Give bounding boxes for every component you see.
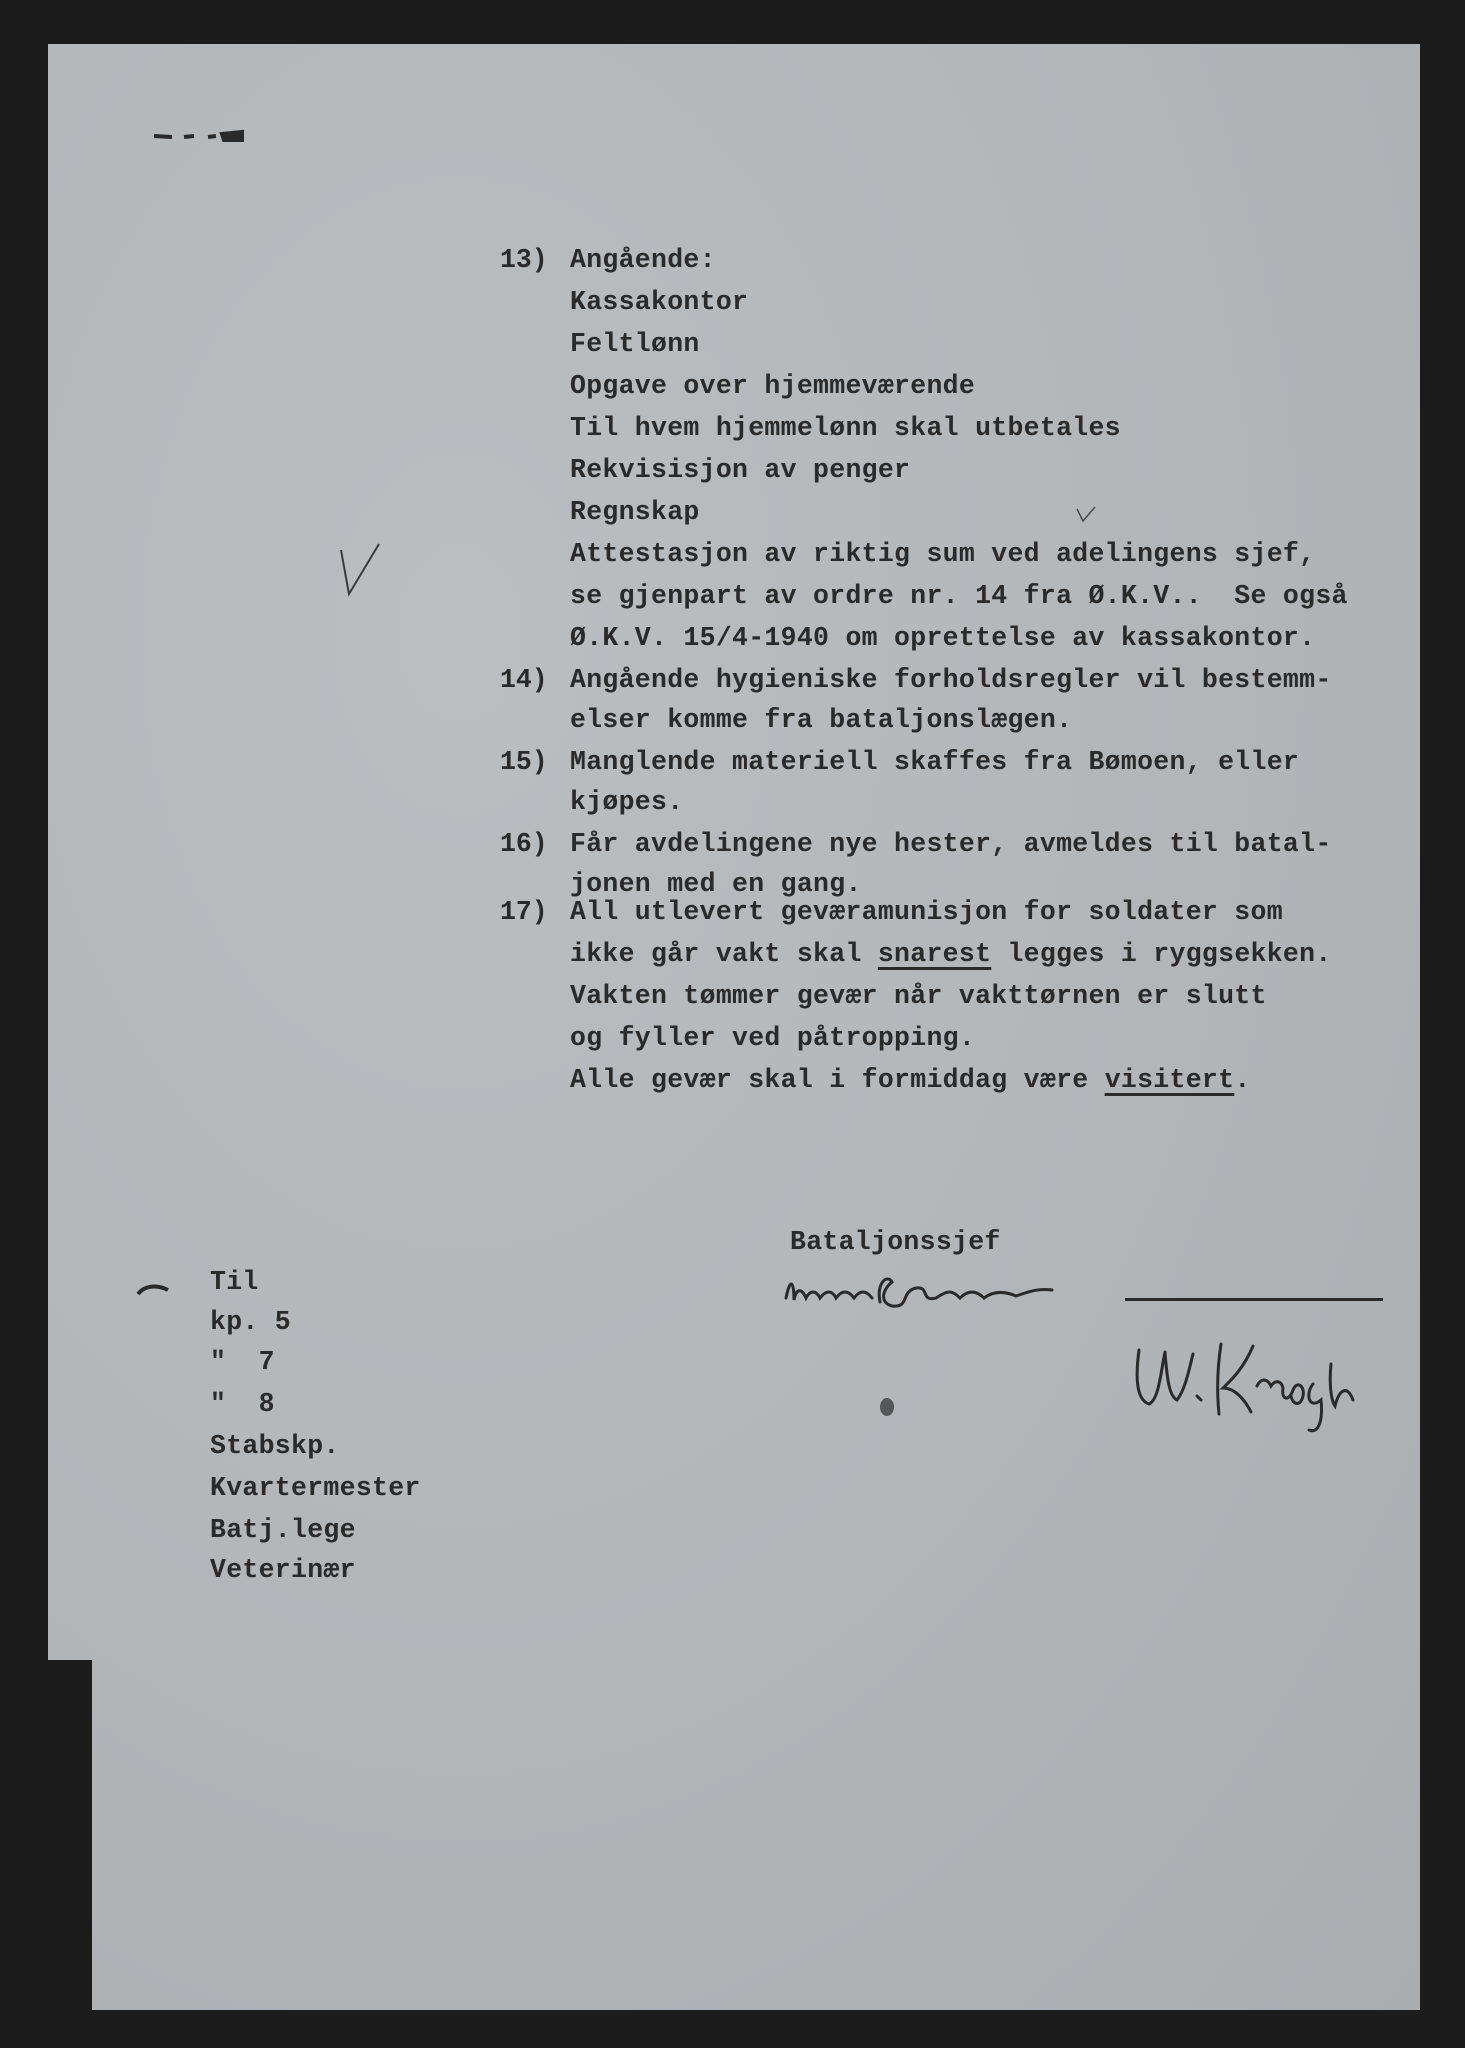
distribution-heading: Til	[210, 1267, 259, 1297]
item-line: Får avdelingene nye hester, avmeldes til batal-	[570, 829, 1332, 859]
item-line: og fyller ved påtropping.	[570, 1023, 976, 1053]
item-line: Ø.K.V. 15/4-1940 om oprettelse av kassakontor.	[570, 623, 1316, 653]
recipient: Batj.lege	[210, 1515, 356, 1545]
underlined-word: visitert	[1104, 1065, 1235, 1095]
item-line: All utlevert geværamunisjon for soldater som	[570, 897, 1283, 927]
stray-ink-mark	[150, 124, 250, 146]
item-line: Kassakontor	[570, 287, 749, 317]
underlined-word: snarest	[877, 939, 992, 969]
text-run: ikke går vakt skal	[570, 939, 878, 969]
text-run: .	[1234, 1065, 1251, 1095]
item-line: Til hvem hjemmelønn skal utbetales	[570, 413, 1121, 443]
item-line: Rekvisisjon av penger	[570, 455, 911, 485]
paper-spot	[880, 1398, 894, 1416]
recipient: Stabskp.	[210, 1431, 340, 1461]
item-line: Angående:	[570, 245, 716, 275]
scan-edge	[48, 1660, 92, 2010]
signature-title: Bataljonssjef	[790, 1227, 1001, 1257]
item-number: 14)	[500, 665, 548, 695]
item-line: Attestasjon av riktig sum ved adelingens sjef,	[570, 539, 1316, 569]
item-line: se gjenpart av ordre nr. 14 fra Ø.K.V.. Se også	[570, 581, 1348, 611]
item-line: Regnskap	[570, 497, 700, 527]
item-line: Angående hygieniske forholdsregler vil bestemm-	[570, 665, 1332, 695]
signature-line	[1125, 1298, 1383, 1301]
item-line	[570, 934, 1332, 974]
item-line: elser komme fra bataljonslægen.	[570, 705, 1073, 735]
item-line: jonen med en gang.	[570, 869, 862, 899]
item-line: Vakten tømmer gevær når vakttørnen er slutt	[570, 981, 1267, 1011]
recipient: Kvartermester	[210, 1473, 421, 1503]
text-run: Alle gevær skal i formiddag være	[570, 1065, 1105, 1095]
item-line: Opgave over hjemmeværende	[570, 371, 976, 401]
item-number: 15)	[500, 747, 548, 777]
item-number: 17)	[500, 897, 548, 927]
item-line: Feltlønn	[570, 329, 700, 359]
check-mark	[1075, 505, 1099, 525]
text-run: legges i ryggsekken.	[991, 939, 1332, 969]
recipient: Veterinær	[210, 1555, 356, 1585]
recipient: kp. 5	[210, 1307, 292, 1337]
stray-ink-mark	[136, 1282, 172, 1298]
item-number: 13)	[500, 245, 548, 275]
item-number: 16)	[500, 829, 548, 859]
item-line	[570, 1060, 1251, 1100]
handwritten-signature-right	[1125, 1330, 1365, 1440]
item-line: kjøpes.	[570, 787, 684, 817]
item-line: Manglende materiell skaffes fra Bømoen, eller	[570, 747, 1300, 777]
recipient: " 7	[210, 1347, 275, 1377]
recipient: " 8	[210, 1389, 275, 1419]
handwritten-signature-left	[780, 1268, 1060, 1324]
check-mark	[335, 540, 385, 600]
